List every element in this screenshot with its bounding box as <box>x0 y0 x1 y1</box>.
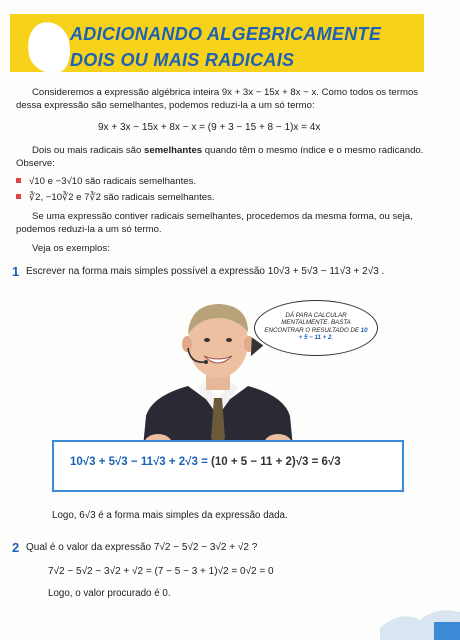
page-title-line-1: ADICIONANDO ALGEBRICAMENTE <box>70 24 382 44</box>
board-equation-lhs: 10√3 + 5√3 − 11√3 + 2√3 = <box>70 456 211 468</box>
speech-bubble-text: DÁ PARA CALCULAR MENTALMENTE. BASTA ENCONTRAR O RESULTADO DE 10 + 5 − 11 + 2. <box>264 312 368 342</box>
example-2-prompt: Qual é o valor da expressão 7√2 − 5√2 − 3√2 + √2 ? <box>26 542 258 553</box>
intro-paragraph-2: Dois ou mais radicais são semelhantes quando têm o mesmo índice e o mesmo radicando. Observe: <box>16 145 424 169</box>
bullet-square-icon <box>16 178 21 183</box>
board-equation <box>70 456 341 468</box>
bullet-item-1: √10 e −3√10 são radicais semelhantes. <box>16 176 196 187</box>
example-2-conclusion: Logo, o valor procurado é 0. <box>48 588 171 599</box>
example-2-equation: 7√2 − 5√2 − 3√2 + √2 = (7 − 5 − 3 + 1)√2 = 0√2 = 0 <box>48 566 274 577</box>
example-1-conclusion: Logo, 6√3 é a forma mais simples da expressão dada. <box>52 510 288 521</box>
intro-paragraph-3: Se uma expressão contiver radicais semelhantes, procedemos da mesma forma, ou seja, podemos reduzi-la a um só termo. <box>16 211 413 235</box>
bullet-square-icon <box>16 194 21 199</box>
example-1-prompt: Escrever na forma mais simples possível a expressão 10√3 + 5√3 − 11√3 + 2√3 . <box>26 266 385 277</box>
example-number-2: 2 <box>12 540 20 555</box>
intro-paragraph-4: Veja os exemplos: <box>32 243 110 254</box>
title-decoration <box>23 18 75 78</box>
board-equation-rhs: (10 + 5 − 11 + 2)√3 = 6√3 <box>211 456 341 468</box>
corner-decoration <box>380 588 460 640</box>
equation-1: 9x + 3x − 15x + 8x − x = (9 + 3 − 15 + 8 − 1)x = 4x <box>98 122 321 133</box>
intro-paragraph-1: Consideremos a expressão algébrica inteira 9x + 3x − 15x + 8x − x. Como todos os termos dessa expressão são semelhantes, podemos reduzi-la a um só termo: <box>16 87 419 111</box>
page-title-line-2: DOIS OU MAIS RADICAIS <box>70 50 295 70</box>
example-number-1: 1 <box>12 264 20 279</box>
keyword-semelhantes: semelhantes <box>143 145 203 156</box>
bullet-item-2: ∛2, −10∛2 e 7∛2 são radicais semelhantes. <box>16 192 215 203</box>
